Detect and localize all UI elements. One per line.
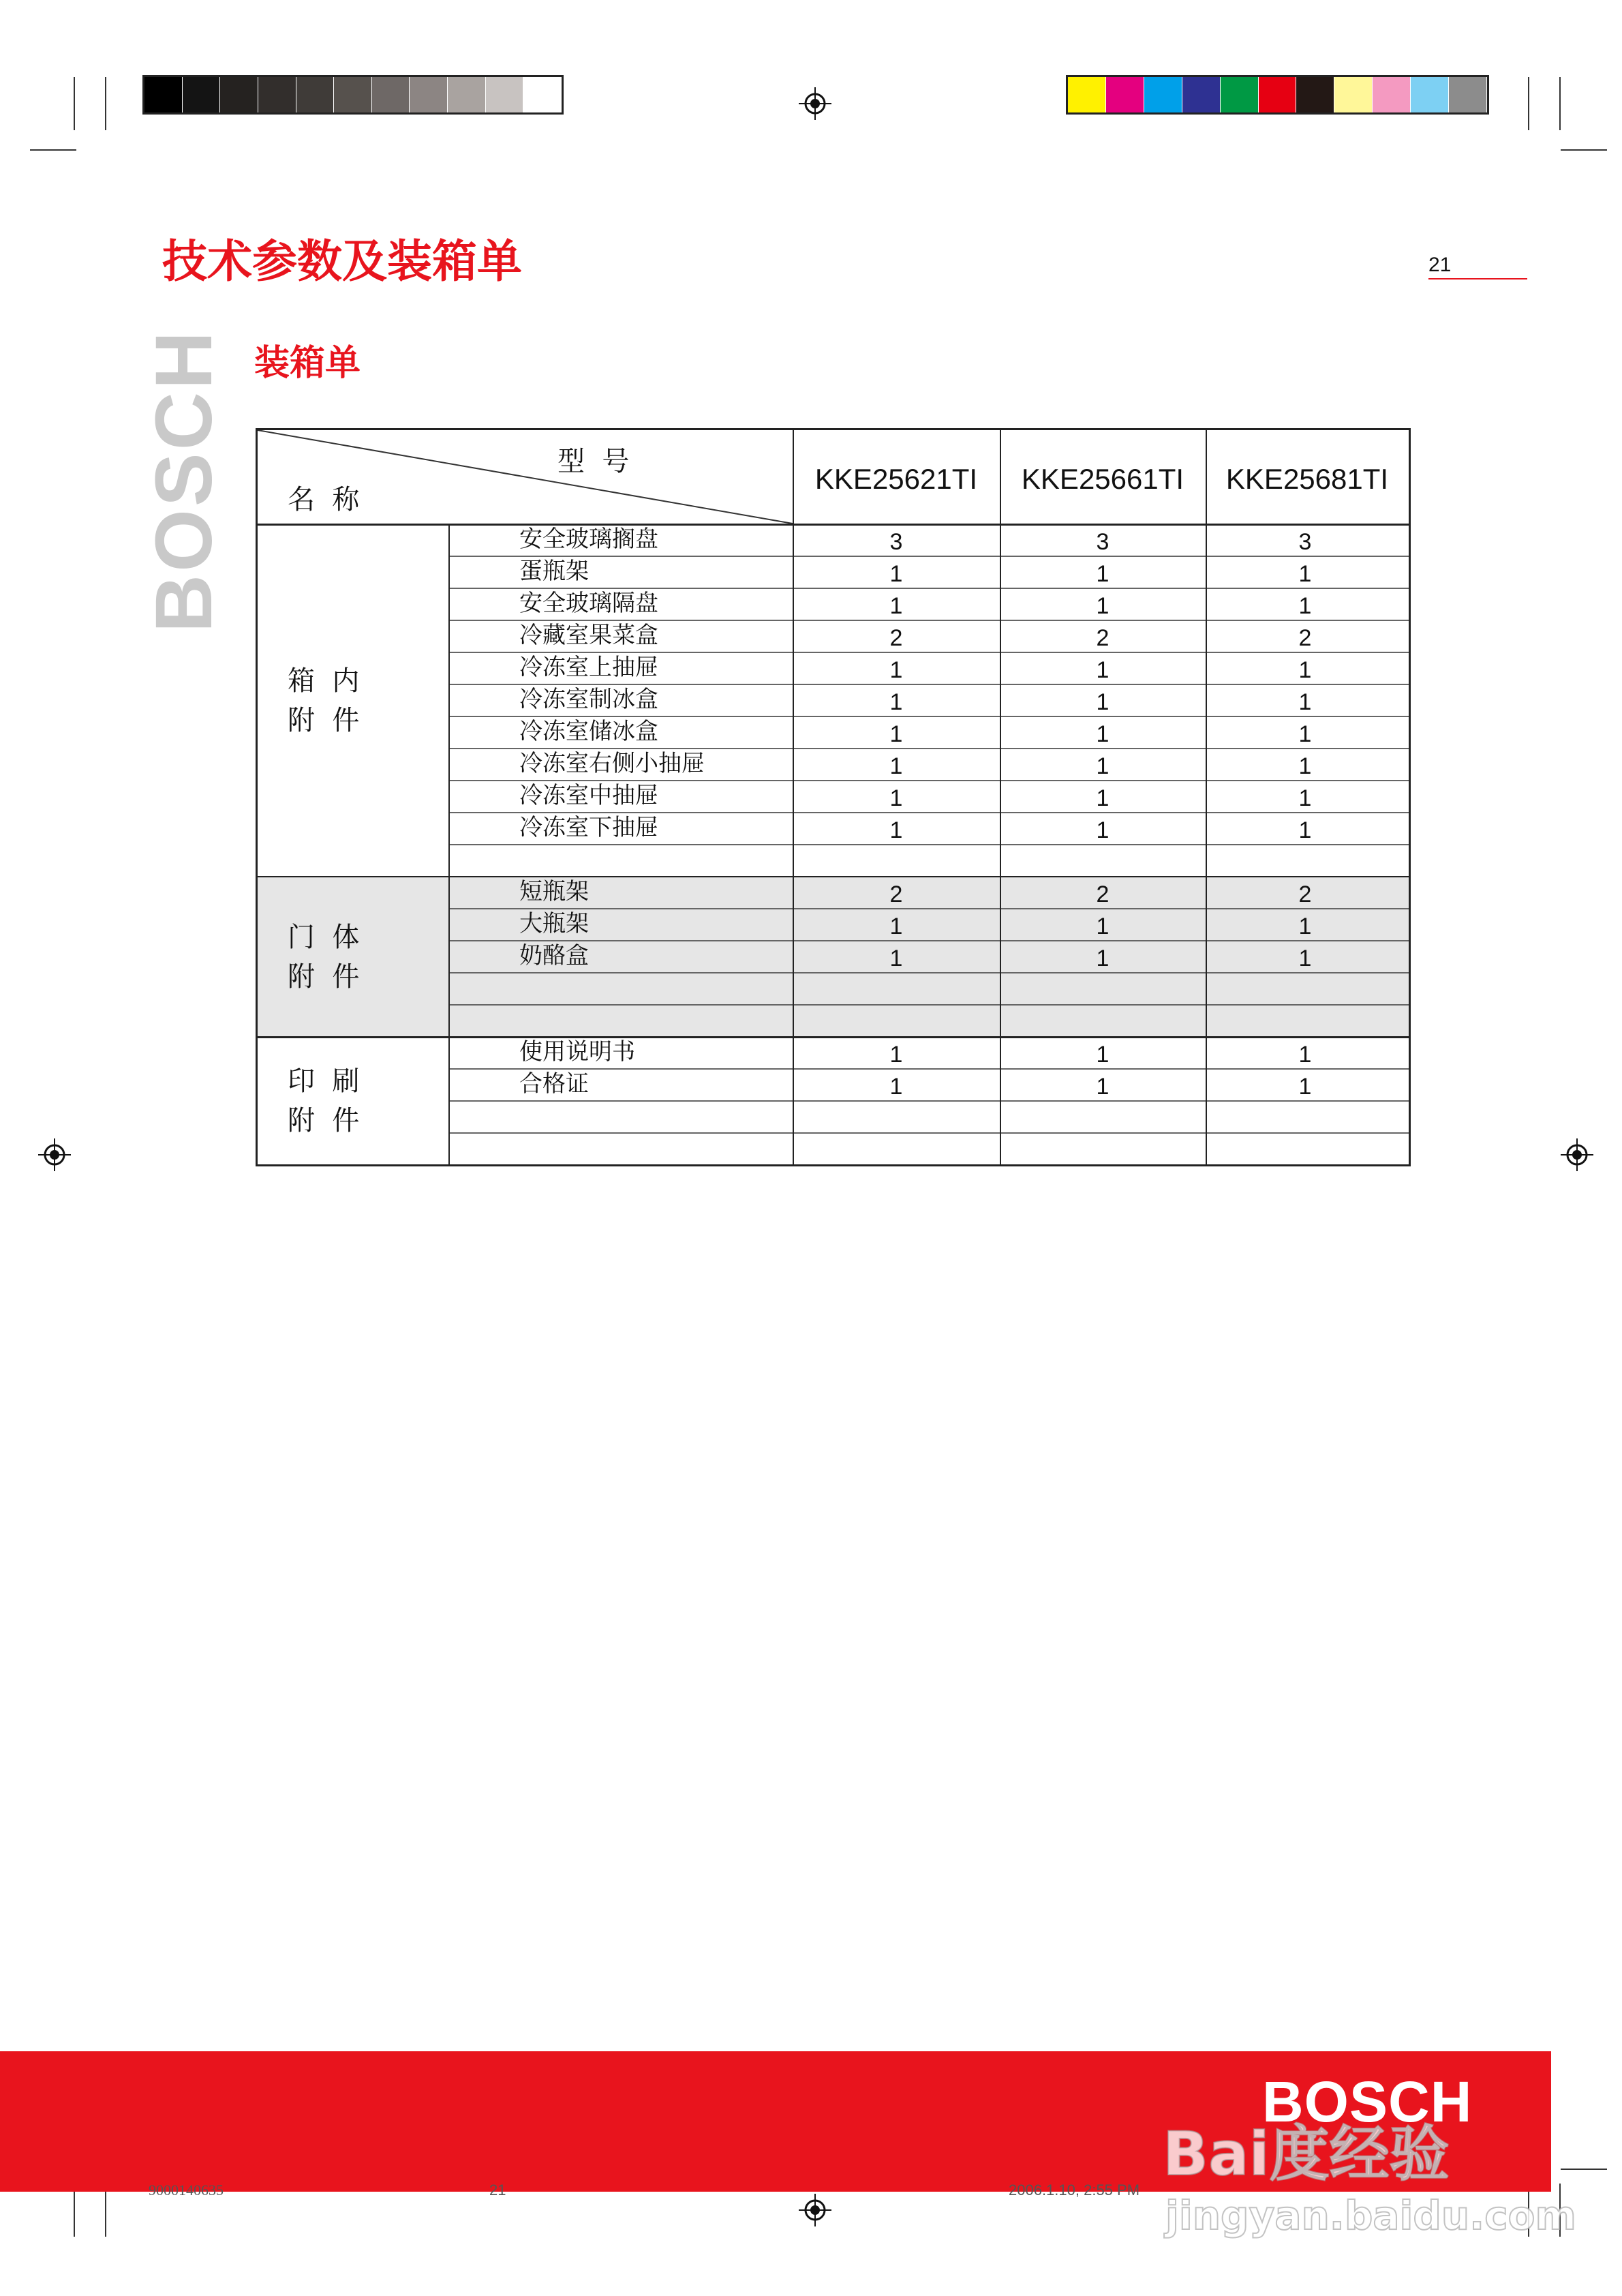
gray-swatch <box>296 77 334 112</box>
item-quantity: 1 <box>889 817 903 843</box>
item-quantity: 1 <box>1096 721 1110 747</box>
row-rule <box>448 1132 1409 1134</box>
model-header: KKE25661TI <box>1021 463 1184 495</box>
item-quantity: 1 <box>889 721 903 747</box>
item-quantity: 2 <box>889 625 903 651</box>
item-quantity: 1 <box>1298 913 1312 939</box>
item-name: 冷冻室上抽屉 <box>519 654 658 681</box>
color-swatch <box>1068 77 1105 112</box>
item-quantity: 1 <box>1298 593 1312 619</box>
crop-mark <box>105 77 106 130</box>
item-quantity: 1 <box>1096 561 1110 587</box>
item-name: 蛋瓶架 <box>519 558 589 585</box>
color-swatch <box>1334 77 1372 112</box>
page-title: 技术参数及装箱单 <box>162 235 522 288</box>
item-quantity: 1 <box>1298 689 1312 715</box>
item-quantity: 1 <box>1298 817 1312 843</box>
row-rule <box>448 908 1409 909</box>
item-quantity: 1 <box>1096 785 1110 811</box>
row-rule <box>448 684 1409 685</box>
column-rule <box>1000 430 1001 1164</box>
row-rule <box>448 1004 1409 1006</box>
item-quantity: 1 <box>1096 946 1110 971</box>
item-quantity: 2 <box>1298 625 1312 651</box>
item-name: 使用说明书 <box>519 1038 635 1066</box>
page-number-underline <box>1428 278 1527 280</box>
item-name: 冷冻室储冰盒 <box>519 718 658 745</box>
color-swatch <box>1144 77 1182 112</box>
watermark-url: jingyan.baidu.com <box>1165 2192 1576 2239</box>
registration-mark-icon <box>38 1138 71 1171</box>
item-quantity: 1 <box>1298 721 1312 747</box>
item-name: 短瓶架 <box>519 878 589 905</box>
item-name: 冷冻室下抽屉 <box>519 814 658 841</box>
item-quantity: 1 <box>1298 1042 1312 1068</box>
item-quantity: 3 <box>1096 529 1110 555</box>
group-label: 附 件 <box>288 704 360 736</box>
item-quantity: 1 <box>889 785 903 811</box>
page-number: 21 <box>1428 254 1452 276</box>
crop-mark <box>1561 149 1607 151</box>
row-rule <box>448 588 1409 589</box>
item-name: 冷藏室果菜盒 <box>519 622 658 649</box>
footer-brand-logo: BOSCH <box>1262 2070 1473 2134</box>
item-name: 安全玻璃隔盘 <box>519 590 658 617</box>
crop-mark <box>30 149 76 151</box>
crop-mark <box>1559 77 1561 130</box>
color-swatch <box>1449 77 1486 112</box>
item-quantity: 1 <box>889 689 903 715</box>
item-quantity: 1 <box>889 946 903 971</box>
row-rule <box>448 844 1409 845</box>
item-quantity: 1 <box>889 657 903 683</box>
process-color-bar <box>1066 75 1489 115</box>
item-quantity: 1 <box>1096 913 1110 939</box>
row-rule <box>448 780 1409 781</box>
item-quantity: 1 <box>1298 561 1312 587</box>
grayscale-color-bar <box>142 75 564 115</box>
item-quantity: 1 <box>889 1042 903 1068</box>
row-rule <box>448 556 1409 557</box>
column-rule <box>448 524 450 1164</box>
item-quantity: 1 <box>1096 689 1110 715</box>
item-quantity: 1 <box>1298 753 1312 779</box>
item-name: 安全玻璃搁盘 <box>519 526 658 553</box>
item-quantity: 1 <box>889 753 903 779</box>
item-quantity: 1 <box>889 593 903 619</box>
packing-list-table <box>256 428 1411 1166</box>
color-swatch <box>1106 77 1144 112</box>
item-quantity: 2 <box>889 881 903 907</box>
item-quantity: 1 <box>889 1074 903 1100</box>
item-quantity: 3 <box>1298 529 1312 555</box>
item-quantity: 1 <box>1096 657 1110 683</box>
group-label: 印 刷 <box>288 1066 360 1097</box>
item-quantity: 1 <box>1298 946 1312 971</box>
crop-mark <box>1528 77 1529 130</box>
item-quantity: 1 <box>889 913 903 939</box>
footer-datetime: 2006.1.10, 2:55 PM <box>1009 2181 1140 2199</box>
model-header: KKE25621TI <box>814 463 978 495</box>
item-quantity: 1 <box>1298 657 1312 683</box>
item-quantity: 1 <box>1298 1074 1312 1100</box>
item-name: 大瓶架 <box>519 910 589 937</box>
group-label: 门 体 <box>288 921 360 953</box>
group-label: 附 件 <box>288 961 360 993</box>
item-quantity: 1 <box>1096 1042 1110 1068</box>
row-rule <box>448 1068 1409 1070</box>
item-quantity: 1 <box>1298 785 1312 811</box>
group-label: 附 件 <box>288 1105 360 1136</box>
group-shade <box>450 877 1409 1036</box>
item-quantity: 2 <box>1096 881 1110 907</box>
color-swatch <box>1221 77 1258 112</box>
color-swatch <box>1296 77 1334 112</box>
gray-swatch <box>144 77 182 112</box>
item-name: 冷冻室制冰盒 <box>519 686 658 713</box>
header-name-label: 名 称 <box>288 484 360 515</box>
column-rule <box>793 430 794 1164</box>
item-quantity: 2 <box>1096 625 1110 651</box>
watermark-logo: Bai度经验 <box>1163 2119 1450 2189</box>
item-quantity: 1 <box>889 561 903 587</box>
gray-swatch <box>183 77 220 112</box>
row-rule <box>448 748 1409 749</box>
header-model-label: 型 号 <box>557 446 630 477</box>
row-rule <box>448 716 1409 717</box>
color-swatch <box>1373 77 1410 112</box>
footer-page: 21 <box>489 2181 506 2199</box>
row-rule <box>448 972 1409 973</box>
header-rule <box>258 524 1409 526</box>
item-quantity: 1 <box>1096 593 1110 619</box>
section-title: 装箱单 <box>254 343 361 384</box>
group-label: 箱 内 <box>288 665 360 697</box>
gray-swatch <box>334 77 371 112</box>
column-rule <box>1206 430 1207 1164</box>
item-name: 奶酪盒 <box>519 942 589 969</box>
row-rule <box>448 812 1409 813</box>
registration-mark-icon <box>1561 1138 1593 1171</box>
crop-mark <box>1561 2169 1607 2170</box>
gray-swatch <box>372 77 410 112</box>
model-header: KKE25681TI <box>1225 463 1389 495</box>
item-quantity: 1 <box>1096 1074 1110 1100</box>
row-rule <box>448 940 1409 941</box>
item-quantity: 2 <box>1298 881 1312 907</box>
item-quantity: 1 <box>1096 753 1110 779</box>
group-rule <box>258 1036 1409 1038</box>
item-name: 冷冻室右侧小抽屉 <box>519 750 705 777</box>
gray-swatch <box>410 77 447 112</box>
color-swatch <box>1259 77 1296 112</box>
item-quantity: 3 <box>889 529 903 555</box>
color-swatch <box>1411 77 1448 112</box>
gray-swatch <box>523 77 561 112</box>
row-rule <box>448 1100 1409 1102</box>
gray-swatch <box>448 77 485 112</box>
row-rule <box>448 652 1409 653</box>
crop-mark <box>74 77 75 130</box>
gray-swatch <box>258 77 296 112</box>
registration-mark-icon <box>799 87 831 120</box>
footer-code: 9000140635 <box>149 2181 224 2199</box>
gray-swatch <box>220 77 258 112</box>
item-name: 冷冻室中抽屉 <box>519 782 658 809</box>
registration-mark-icon <box>799 2194 831 2226</box>
row-rule <box>448 620 1409 621</box>
gray-swatch <box>486 77 523 112</box>
item-name: 合格证 <box>519 1070 589 1098</box>
side-brand-logo: BOSCH <box>139 328 229 633</box>
color-swatch <box>1182 77 1220 112</box>
item-quantity: 1 <box>1096 817 1110 843</box>
